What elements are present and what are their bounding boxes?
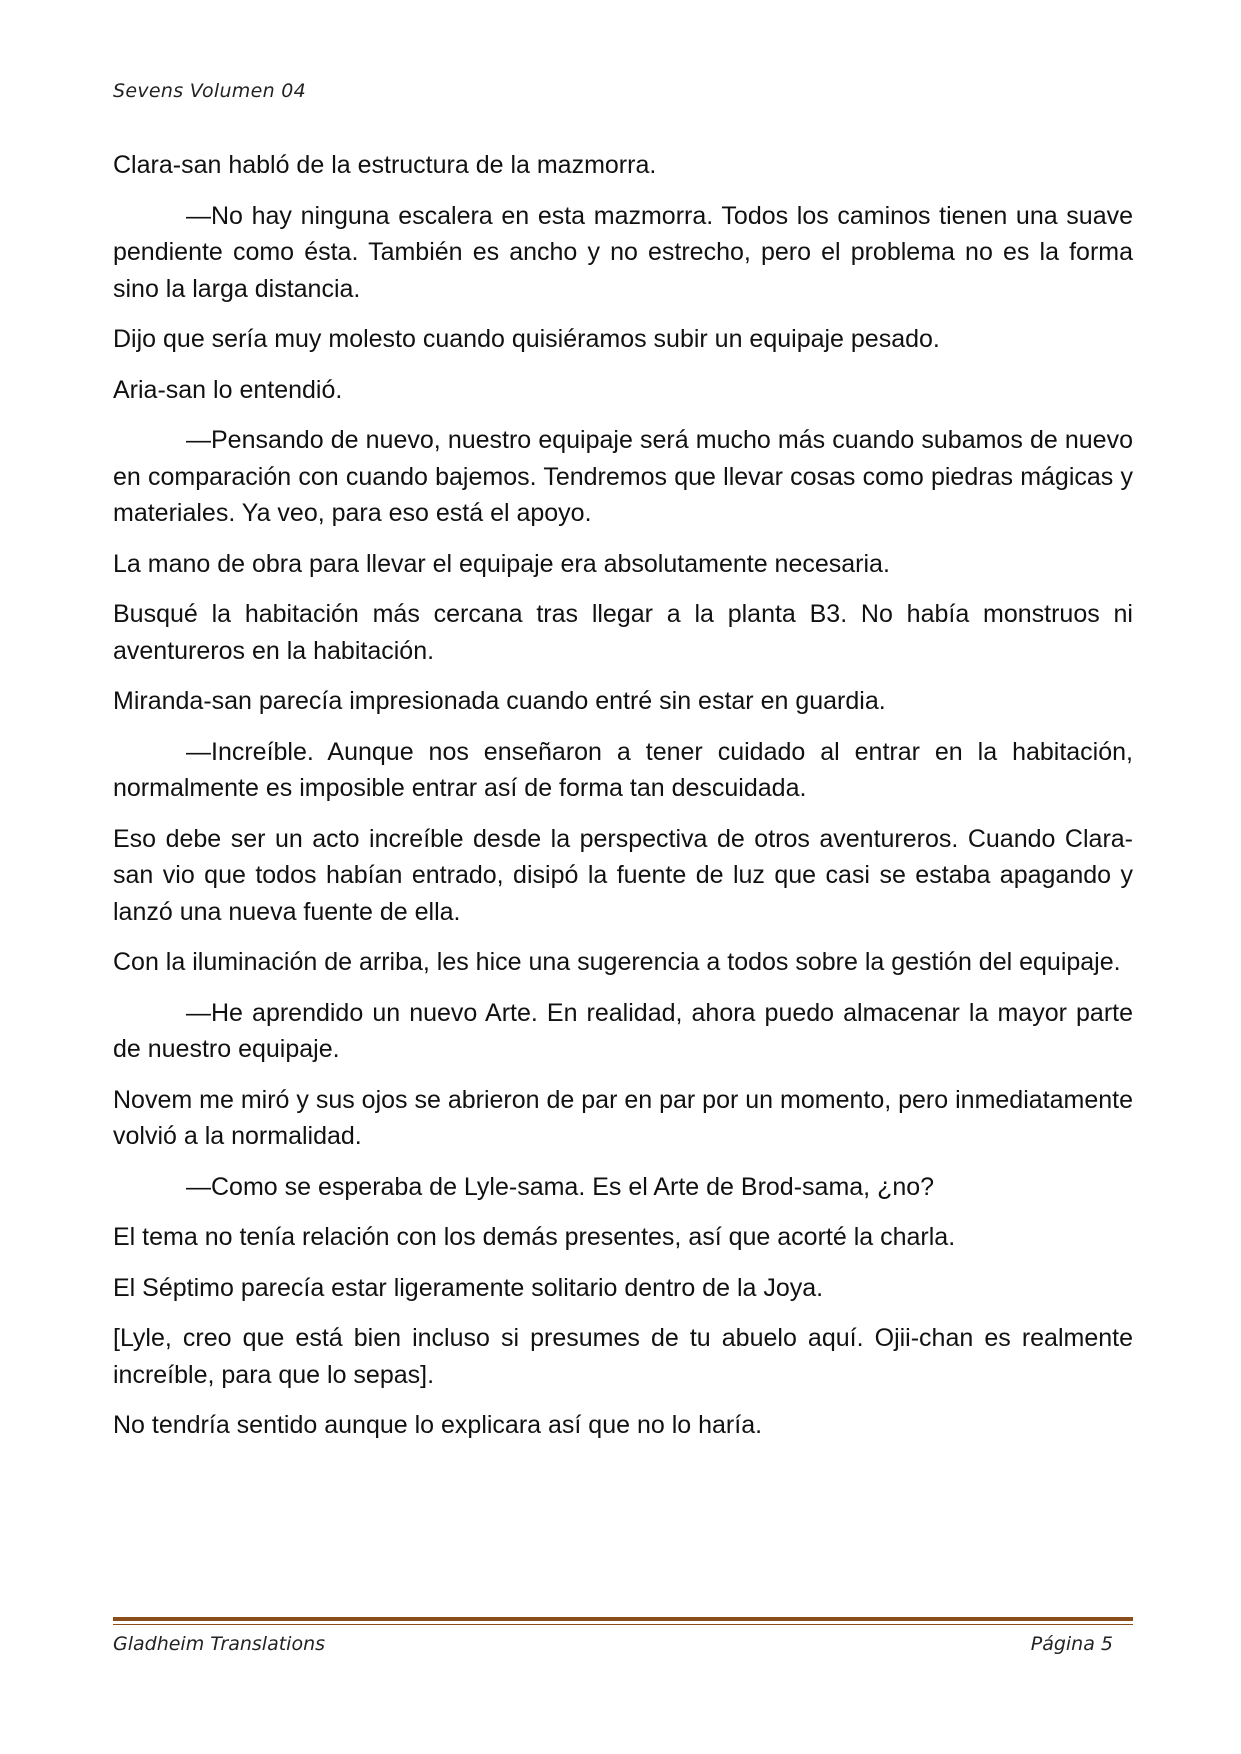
narration-paragraph: Miranda-san parecía impresionada cuando entré sin estar en guardia.	[113, 687, 886, 715]
dialogue-paragraph: —Increíble. Aunque nos enseñaron a tener cuidado al entrar en la habitación, normalmente es imposible entrar así de forma tan descuidada.	[113, 737, 1133, 802]
narration-paragraph: Novem me miró y sus ojos se abrieron de par en par por un momento, pero inmediatamente volvió a la normalidad.	[113, 1085, 1133, 1150]
narration-paragraph: Busqué la habitación más cercana tras llegar a la planta B3. No había monstruos ni aventureros en la habitación.	[113, 600, 1133, 665]
narration-paragraph: Con la iluminación de arriba, les hice una sugerencia a todos sobre la gestión del equipaje.	[113, 948, 1121, 976]
narration-paragraph: No tendría sentido aunque lo explicara así que no lo haría.	[113, 1411, 763, 1439]
footer-page-number: Página 5	[1030, 1633, 1113, 1655]
narration-paragraph: La mano de obra para llevar el equipaje era absolutamente necesaria.	[113, 549, 890, 578]
body-text	[113, 147, 1133, 1458]
dialogue-paragraph: —No hay ninguna escalera en esta mazmorra. Todos los caminos tienen una suave pendiente como ésta. También es ancho y no estrecho, pero el problema no es la forma sino la larga distancia.	[113, 201, 1133, 303]
footer-translator-credit: Gladheim Translations	[113, 1633, 326, 1655]
dialogue-paragraph: —He aprendido un nuevo Arte. En realidad, ahora puedo almacenar la mayor parte de nuestro equipaje.	[113, 998, 1133, 1063]
page-header-title: Sevens Volumen 04	[113, 80, 307, 102]
narration-paragraph: Dijo que sería muy molesto cuando quisiéramos subir un equipaje pesado.	[113, 325, 940, 353]
footer-divider	[113, 1617, 1133, 1625]
narration-paragraph: El Séptimo parecía estar ligeramente solitario dentro de la Joya.	[113, 1273, 824, 1302]
narration-paragraph: [Lyle, creo que está bien incluso si presumes de tu abuelo aquí. Ojii-chan es realmente increíble, para que lo sepas].	[113, 1324, 1133, 1389]
dialogue-paragraph: —Pensando de nuevo, nuestro equipaje será mucho más cuando subamos de nuevo en comparación con cuando bajemos. Tendremos que llevar cosas como piedras mágicas y materiales. Ya veo, para eso está el apoyo.	[113, 426, 1133, 527]
narration-paragraph: El tema no tenía relación con los demás presentes, así que acorté la charla.	[113, 1223, 956, 1251]
narration-paragraph: Eso debe ser un acto increíble desde la perspectiva de otros aventureros. Cuando Clara-san vio que todos habían entrado, disipó la fuente de luz que casi se estaba apagando y lanzó una nueva fuente de ella.	[113, 824, 1133, 926]
dialogue-paragraph: —Como se esperaba de Lyle-sama. Es el Arte de Brod-sama, ¿no?	[186, 1172, 935, 1201]
narration-paragraph: Clara-san habló de la estructura de la mazmorra.	[113, 151, 657, 179]
narration-paragraph: Aria-san lo entendió.	[113, 375, 343, 404]
